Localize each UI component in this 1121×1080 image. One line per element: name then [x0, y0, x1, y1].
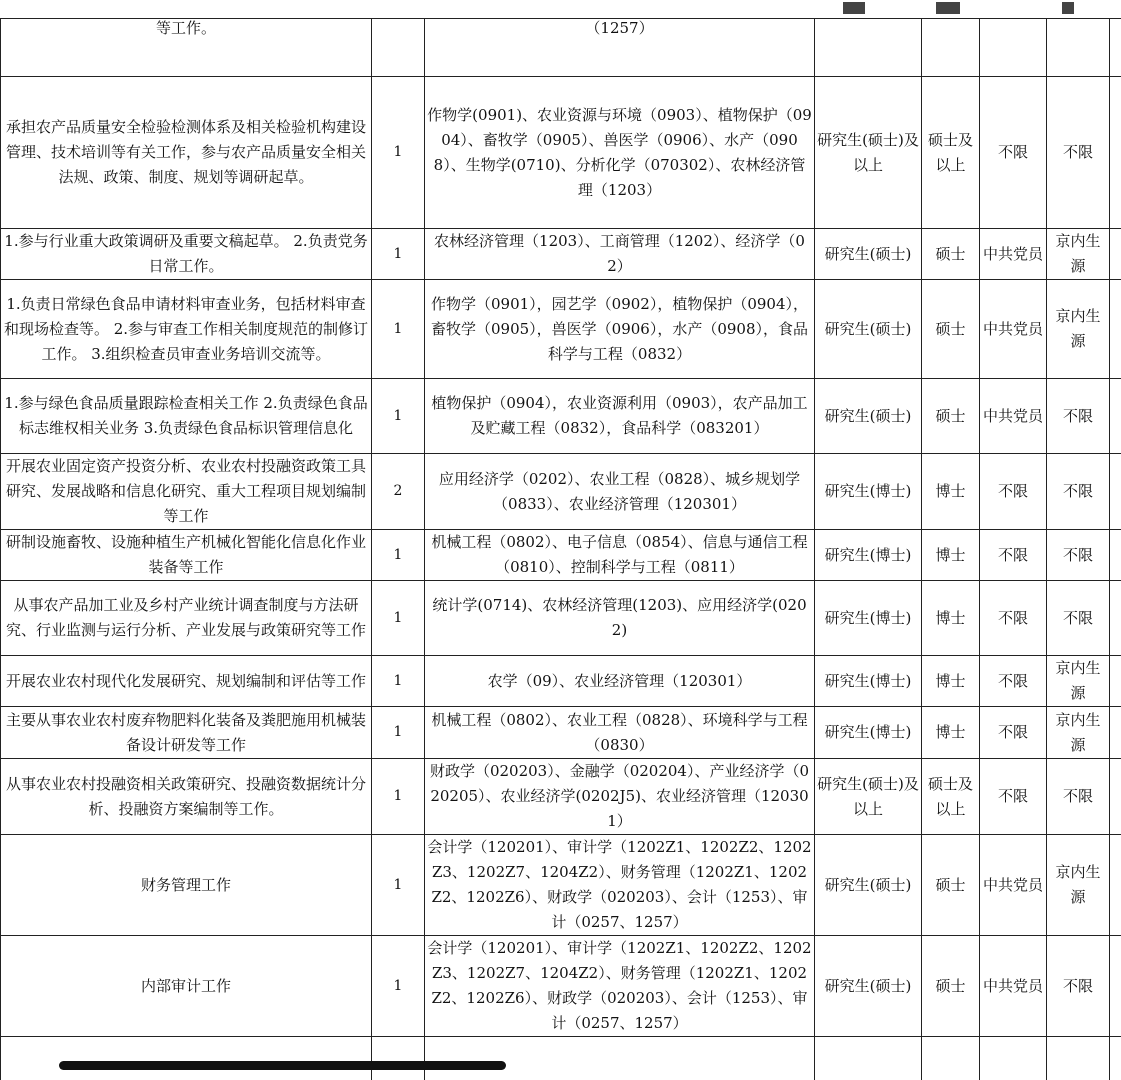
- degree-level-cell: [815, 19, 922, 77]
- degree-level-cell: 研究生(博士): [815, 581, 922, 656]
- origin-cell: 京内生源: [1047, 229, 1110, 280]
- degree-cell: 博士: [922, 707, 980, 759]
- degree-cell: 博士: [922, 454, 980, 530]
- politics-cell: 不限: [980, 707, 1047, 759]
- count-cell: 1: [372, 379, 425, 454]
- politics-cell: 不限: [980, 656, 1047, 707]
- major-cell: 植物保护（0904），农业资源利用（0903），农产品加工及贮藏工程（0832），食品科学（083201）: [425, 379, 815, 454]
- politics-cell: 中共党员: [980, 835, 1047, 936]
- count-cell: 1: [372, 707, 425, 759]
- table-row: [1, 656, 1121, 707]
- table-row: [1, 1037, 1121, 1080]
- duty-cell: 主要从事农业农村废弃物肥料化装备及粪肥施用机械装备设计研发等工作: [1, 707, 372, 759]
- degree-cell: 硕士: [922, 379, 980, 454]
- politics-cell: 不限: [980, 454, 1047, 530]
- count-cell: 1: [372, 530, 425, 581]
- table-row: [1, 77, 1121, 229]
- origin-cell: 京内生源: [1047, 656, 1110, 707]
- degree-level-cell: 研究生(硕士): [815, 936, 922, 1037]
- origin-cell: 京内生源: [1047, 835, 1110, 936]
- count-cell: 1: [372, 77, 425, 229]
- origin-cell: [1047, 19, 1110, 77]
- major-cell: 作物学(0901)、农业资源与环境（0903）、植物保护（0904）、畜牧学（0905）、兽医学（0906）、水产（0908）、生物学(0710)、分析化学（070302）、农林经济管理（1203）: [425, 77, 815, 229]
- remark-cell: [1110, 280, 1121, 379]
- count-cell: 1: [372, 581, 425, 656]
- degree-cell: [922, 1037, 980, 1080]
- major-cell: 应用经济学（0202）、农业工程（0828）、城乡规划学（0833）、农业经济管理（120301）: [425, 454, 815, 530]
- duty-cell: 开展农业农村现代化发展研究、规划编制和评估等工作: [1, 656, 372, 707]
- degree-level-cell: 研究生(硕士)及以上: [815, 77, 922, 229]
- cropped-text-fragment: [936, 2, 960, 14]
- origin-cell: 不限: [1047, 581, 1110, 656]
- degree-level-cell: 研究生(博士): [815, 454, 922, 530]
- politics-cell: 中共党员: [980, 280, 1047, 379]
- politics-cell: 不限: [980, 77, 1047, 229]
- origin-cell: 不限: [1047, 77, 1110, 229]
- politics-cell: 不限: [980, 581, 1047, 656]
- politics-cell: 中共党员: [980, 379, 1047, 454]
- job-requirements-table: [0, 18, 1121, 1080]
- duty-cell: 1.参与绿色食品质量跟踪检查相关工作 2.负责绿色食品标志维权相关业务 3.负责绿色食品标识管理信息化: [1, 379, 372, 454]
- duty-cell: 研制设施畜牧、设施种植生产机械化智能化信息化作业装备等工作: [1, 530, 372, 581]
- origin-cell: 不限: [1047, 530, 1110, 581]
- remark-cell: [1110, 530, 1121, 581]
- major-cell: 会计学（120201）、审计学（1202Z1、1202Z2、1202Z3、1202Z7、1204Z2）、财务管理（1202Z1、1202Z2、1202Z6）、财政学（020203）、会计（1253）、审计（0257、1257）: [425, 936, 815, 1037]
- remark-cell: [1110, 835, 1121, 936]
- major-cell: 农学（09）、农业经济管理（120301）: [425, 656, 815, 707]
- degree-cell: 博士: [922, 656, 980, 707]
- table-row: [1, 581, 1121, 656]
- degree-level-cell: 研究生(硕士)及以上: [815, 759, 922, 835]
- degree-level-cell: 研究生(硕士): [815, 229, 922, 280]
- remark-cell: [1110, 454, 1121, 530]
- politics-cell: 中共党员: [980, 229, 1047, 280]
- degree-cell: [922, 19, 980, 77]
- cropped-text-fragment: [1062, 2, 1074, 14]
- table-row: [1, 707, 1121, 759]
- count-cell: 1: [372, 759, 425, 835]
- origin-cell: 不限: [1047, 454, 1110, 530]
- home-indicator-bar[interactable]: [59, 1061, 506, 1070]
- count-cell: 1: [372, 229, 425, 280]
- count-cell: 1: [372, 280, 425, 379]
- major-cell: 财政学（020203）、金融学（020204）、产业经济学（020205）、农业经济学(0202J5)、农业经济管理（120301）: [425, 759, 815, 835]
- duty-cell: 从事农产品加工业及乡村产业统计调查制度与方法研究、行业监测与运行分析、产业发展与政策研究等工作: [1, 581, 372, 656]
- degree-cell: 硕士及以上: [922, 77, 980, 229]
- degree-cell: 博士: [922, 581, 980, 656]
- degree-cell: 硕士: [922, 229, 980, 280]
- count-cell: 1: [372, 936, 425, 1037]
- remark-cell: [1110, 656, 1121, 707]
- degree-level-cell: 研究生(硕士): [815, 280, 922, 379]
- table-row: [1, 835, 1121, 936]
- degree-cell: 博士: [922, 530, 980, 581]
- politics-cell: 不限: [980, 530, 1047, 581]
- table-row: [1, 530, 1121, 581]
- major-cell: 会计学（120201）、审计学（1202Z1、1202Z2、1202Z3、1202Z7、1204Z2）、财务管理（1202Z1、1202Z2、1202Z6）、财政学（020203）、会计（1253）、审计（0257、1257）: [425, 835, 815, 936]
- duty-cell: 1.参与行业重大政策调研及重要文稿起草。 2.负责党务日常工作。: [1, 229, 372, 280]
- politics-cell: [980, 1037, 1047, 1080]
- degree-cell: 硕士及以上: [922, 759, 980, 835]
- origin-cell: [1047, 1037, 1110, 1080]
- major-cell: [425, 1037, 815, 1080]
- major-cell: 机械工程（0802）、电子信息（0854）、信息与通信工程（0810）、控制科学与工程（0811）: [425, 530, 815, 581]
- duty-cell: 从事农业农村投融资相关政策研究、投融资数据统计分析、投融资方案编制等工作。: [1, 759, 372, 835]
- duty-cell: 1.负责日常绿色食品申请材料审查业务，包括材料审查和现场检查等。 2.参与审查工作相关制度规范的制修订工作。 3.组织检查员审查业务培训交流等。: [1, 280, 372, 379]
- degree-level-cell: 研究生(硕士): [815, 835, 922, 936]
- table-row: [1, 229, 1121, 280]
- count-cell: 1: [372, 835, 425, 936]
- degree-level-cell: 研究生(博士): [815, 707, 922, 759]
- major-cell: 农林经济管理（1203）、工商管理（1202）、经济学（02）: [425, 229, 815, 280]
- major-cell: 机械工程（0802）、农业工程（0828）、环境科学与工程（0830）: [425, 707, 815, 759]
- degree-cell: 硕士: [922, 835, 980, 936]
- degree-level-cell: 研究生(硕士): [815, 379, 922, 454]
- origin-cell: 不限: [1047, 936, 1110, 1037]
- remark-cell: [1110, 581, 1121, 656]
- duty-cell: [1, 1037, 372, 1080]
- duty-cell: 等工作。: [1, 19, 372, 77]
- major-cell: 统计学(0714)、农林经济管理(1203)、应用经济学(0202): [425, 581, 815, 656]
- table-row: [1, 379, 1121, 454]
- remark-cell: [1110, 19, 1121, 77]
- remark-cell: [1110, 1037, 1121, 1080]
- table-row: [1, 936, 1121, 1037]
- duty-cell: 财务管理工作: [1, 835, 372, 936]
- count-cell: [372, 19, 425, 77]
- duty-cell: 开展农业固定资产投资分析、农业农村投融资政策工具研究、发展战略和信息化研究、重大工程项目规划编制等工作: [1, 454, 372, 530]
- cropped-top-strip: [0, 0, 1121, 18]
- table-row: [1, 19, 1121, 77]
- origin-cell: 不限: [1047, 379, 1110, 454]
- duty-cell: 内部审计工作: [1, 936, 372, 1037]
- remark-cell: [1110, 229, 1121, 280]
- origin-cell: 京内生源: [1047, 707, 1110, 759]
- origin-cell: 不限: [1047, 759, 1110, 835]
- politics-cell: [980, 19, 1047, 77]
- count-cell: [372, 1037, 425, 1080]
- count-cell: 1: [372, 656, 425, 707]
- count-cell: 2: [372, 454, 425, 530]
- cropped-text-fragment: [843, 2, 865, 14]
- duty-cell: 承担农产品质量安全检验检测体系及相关检验机构建设管理、技术培训等有关工作，参与农产品质量安全相关法规、政策、制度、规划等调研起草。: [1, 77, 372, 229]
- politics-cell: 中共党员: [980, 936, 1047, 1037]
- remark-cell: [1110, 77, 1121, 229]
- remark-cell: [1110, 936, 1121, 1037]
- remark-cell: [1110, 379, 1121, 454]
- table-row: [1, 454, 1121, 530]
- remark-cell: [1110, 759, 1121, 835]
- degree-level-cell: 研究生(博士): [815, 656, 922, 707]
- politics-cell: 不限: [980, 759, 1047, 835]
- degree-cell: 硕士: [922, 280, 980, 379]
- major-cell: （1257）: [425, 19, 815, 77]
- table-row: [1, 280, 1121, 379]
- origin-cell: 京内生源: [1047, 280, 1110, 379]
- degree-cell: 硕士: [922, 936, 980, 1037]
- remark-cell: [1110, 707, 1121, 759]
- table-row: [1, 759, 1121, 835]
- degree-level-cell: [815, 1037, 922, 1080]
- major-cell: 作物学（0901），园艺学（0902），植物保护（0904），畜牧学（0905），兽医学（0906），水产（0908），食品科学与工程（0832）: [425, 280, 815, 379]
- degree-level-cell: 研究生(博士): [815, 530, 922, 581]
